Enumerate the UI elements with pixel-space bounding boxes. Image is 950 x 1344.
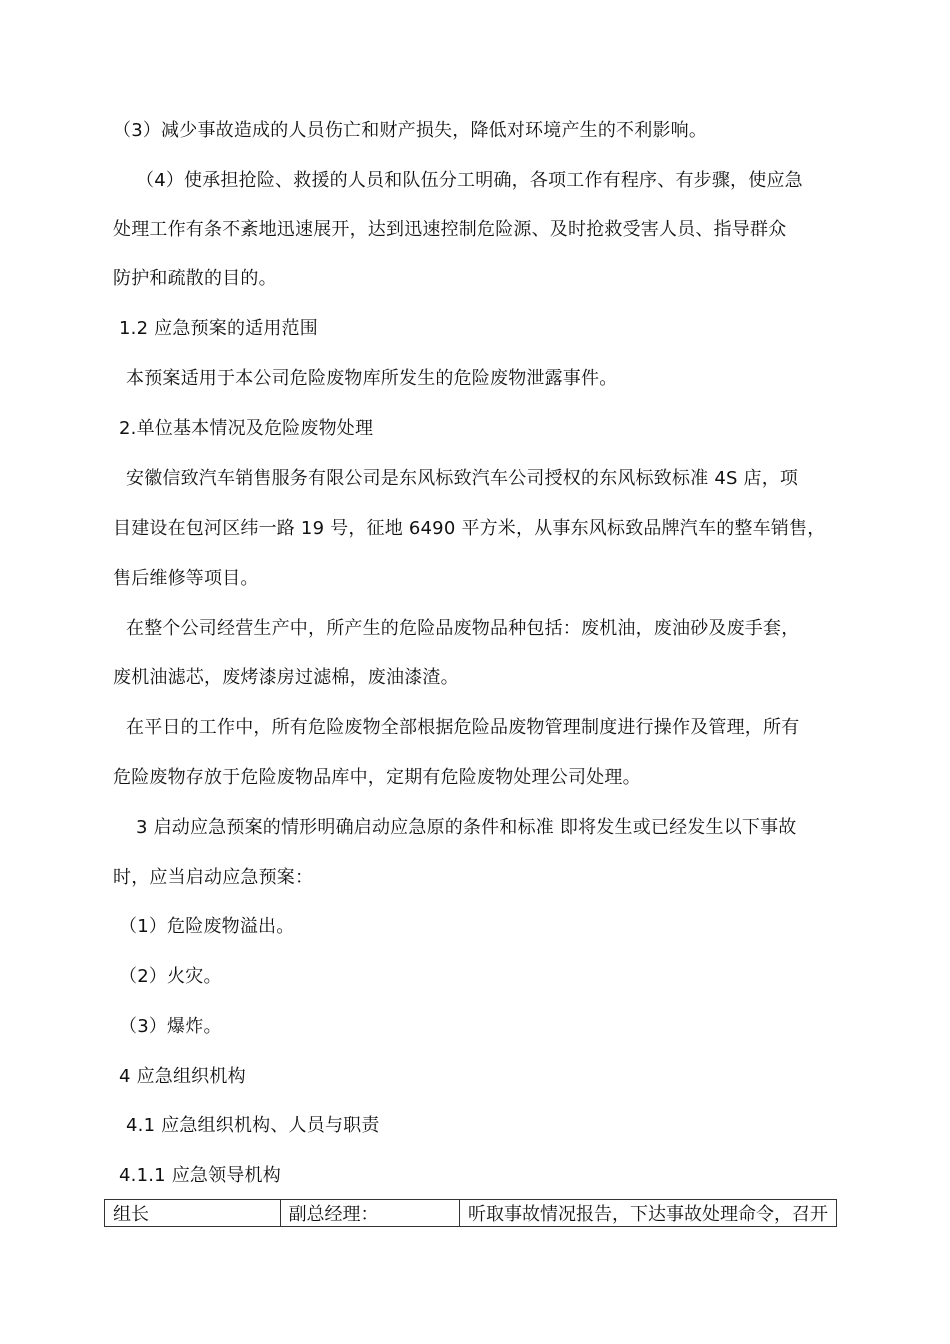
- paragraph-waste-types-line1: 在整个公司经营生产中，所产生的危险品废物品种包括：废机油，废油砂及废手套，: [126, 618, 800, 639]
- paragraph-company-line1: 安徽信致汽车销售服务有限公司是东风标致汽车公司授权的东风标致标准 4S 店，项: [126, 468, 799, 489]
- list-item-fire: （2）火灾。: [119, 966, 222, 987]
- paragraph-goal-4-line1: （4）使承担抢险、救援的人员和队伍分工明确，各项工作有程序、有步骤，使应急: [136, 170, 803, 191]
- paragraph-waste-types-line2: 废机油滤芯，废烤漆房过滤棉，废油漆渣。: [113, 667, 459, 688]
- heading-1-2: 1.2 应急预案的适用范围: [119, 318, 318, 339]
- list-item-explosion: （3）爆炸。: [119, 1016, 222, 1037]
- paragraph-company-line3: 售后维修等项目。: [113, 568, 259, 589]
- paragraph-goal-4-line3: 防护和疏散的目的。: [113, 268, 277, 289]
- table-cell-role: 组长: [105, 1200, 281, 1227]
- heading-4-1: 4.1 应急组织机构、人员与职责: [126, 1115, 380, 1136]
- paragraph-daily-work-line1: 在平日的工作中，所有危险废物全部根据危险品废物管理制度进行操作及管理，所有: [126, 717, 800, 738]
- heading-4: 4 应急组织机构: [119, 1066, 246, 1087]
- list-item-spill: （1）危险废物溢出。: [119, 916, 295, 937]
- leadership-table: [104, 1199, 837, 1227]
- paragraph-trigger-line1: 3 启动应急预案的情形明确启动应急原的条件和标准 即将发生或已经发生以下事故: [136, 817, 797, 838]
- paragraph-goal-3: （3）减少事故造成的人员伤亡和财产损失，降低对环境产生的不利影响。: [113, 120, 708, 141]
- paragraph-daily-work-line2: 危险废物存放于危险废物品库中，定期有危险废物处理公司处理。: [113, 767, 641, 788]
- heading-4-1-1: 4.1.1 应急领导机构: [119, 1165, 281, 1186]
- paragraph-company-line2: 目建设在包河区纬一路 19 号，征地 6490 平方米，从事东风标致品牌汽车的整车销售，: [113, 518, 826, 539]
- paragraph-goal-4-line2: 处理工作有条不紊地迅速展开，达到迅速控制危险源、及时抢救受害人员、指导群众: [113, 219, 787, 240]
- table-cell-duty: 听取事故情况报告，下达事故处理命令，召开: [460, 1200, 837, 1227]
- heading-2: 2.单位基本情况及危险废物处理: [119, 418, 374, 439]
- paragraph-trigger-line2: 时，应当启动应急预案：: [113, 867, 314, 888]
- paragraph-scope: 本预案适用于本公司危险废物库所发生的危险废物泄露事件。: [126, 368, 618, 389]
- table-cell-person: 副总经理：: [280, 1200, 459, 1227]
- table-row: [105, 1200, 837, 1227]
